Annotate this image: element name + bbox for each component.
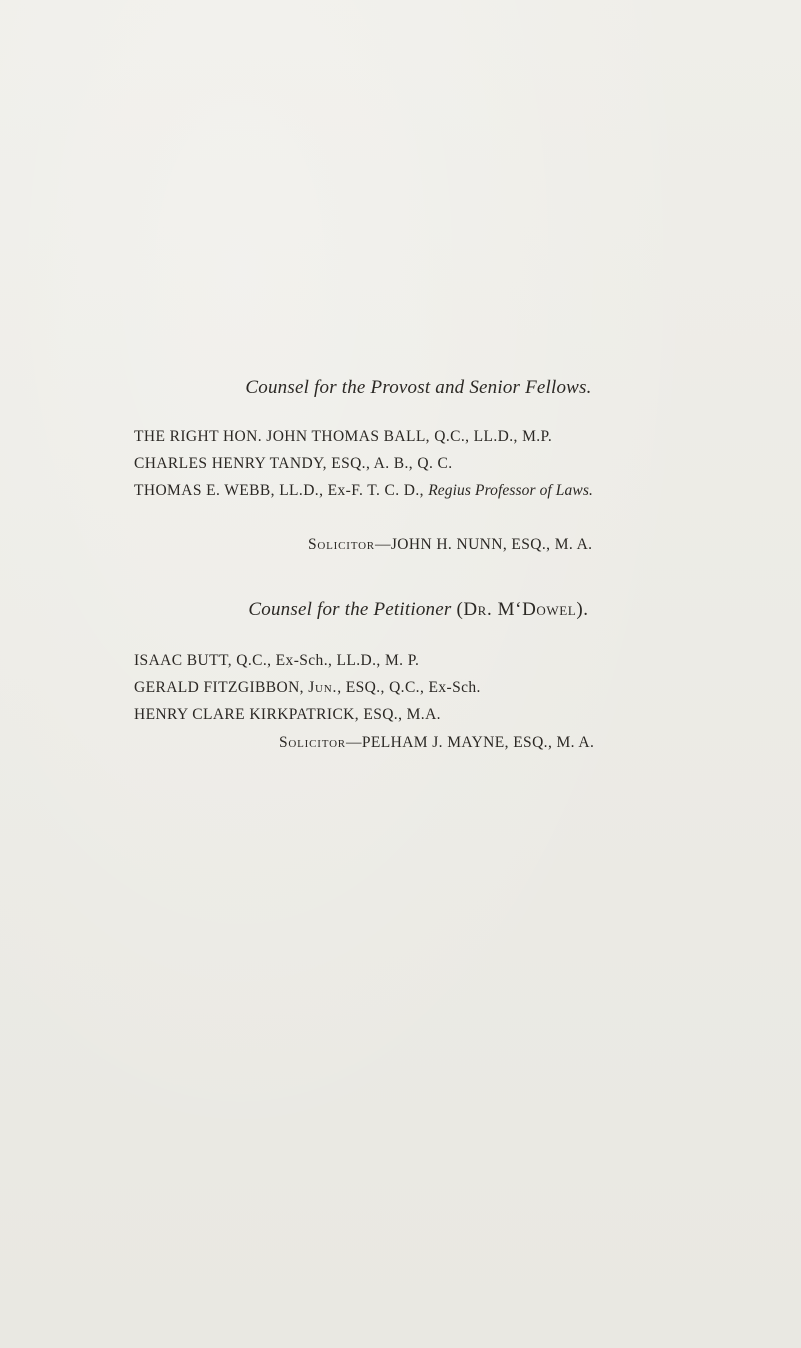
counsel-line-1: THE RIGHT HON. JOHN THOMAS BALL, Q.C., LL.D., M.P.	[134, 428, 553, 445]
counsel-title: Regius Professor of Laws.	[428, 482, 593, 499]
counsel-name: GERALD FITZGIBBON,	[134, 679, 309, 696]
solicitor-name: —PELHAM J. MAYNE, ESQ., M. A.	[345, 734, 595, 751]
solicitor-label: Solicitor	[279, 734, 346, 751]
counsel-line-2: CHARLES HENRY TANDY, ESQ., A. B., Q. C.	[134, 455, 453, 472]
section-2-heading-party: (Dr. M‘Dowel).	[456, 599, 589, 620]
petitioner-counsel-line-2	[134, 679, 481, 697]
counsel-qualifications: , ESQ., Q.C., Ex-Sch.	[337, 679, 481, 696]
solicitor-label: Solicitor	[308, 536, 375, 553]
solicitor-line-2	[279, 734, 594, 752]
section-1-heading: Counsel for the Provost and Senior Fellows.	[245, 377, 592, 398]
petitioner-counsel-line-1: ISAAC BUTT, Q.C., Ex-Sch., LL.D., M. P.	[134, 652, 420, 669]
section-2-heading	[0, 599, 801, 621]
counsel-line-3	[134, 482, 593, 500]
counsel-name: THOMAS E. WEBB, LL.D., Ex-F. T. C. D.,	[134, 482, 424, 499]
counsel-junior: Jun.	[308, 679, 338, 696]
solicitor-name: —JOHN H. NUNN, ESQ., M. A.	[374, 536, 593, 553]
petitioner-counsel-line-3: HENRY CLARE KIRKPATRICK, ESQ., M.A.	[134, 706, 441, 723]
section-2-heading-text: Counsel for the Petitioner	[248, 599, 452, 620]
solicitor-line-1	[308, 536, 592, 554]
